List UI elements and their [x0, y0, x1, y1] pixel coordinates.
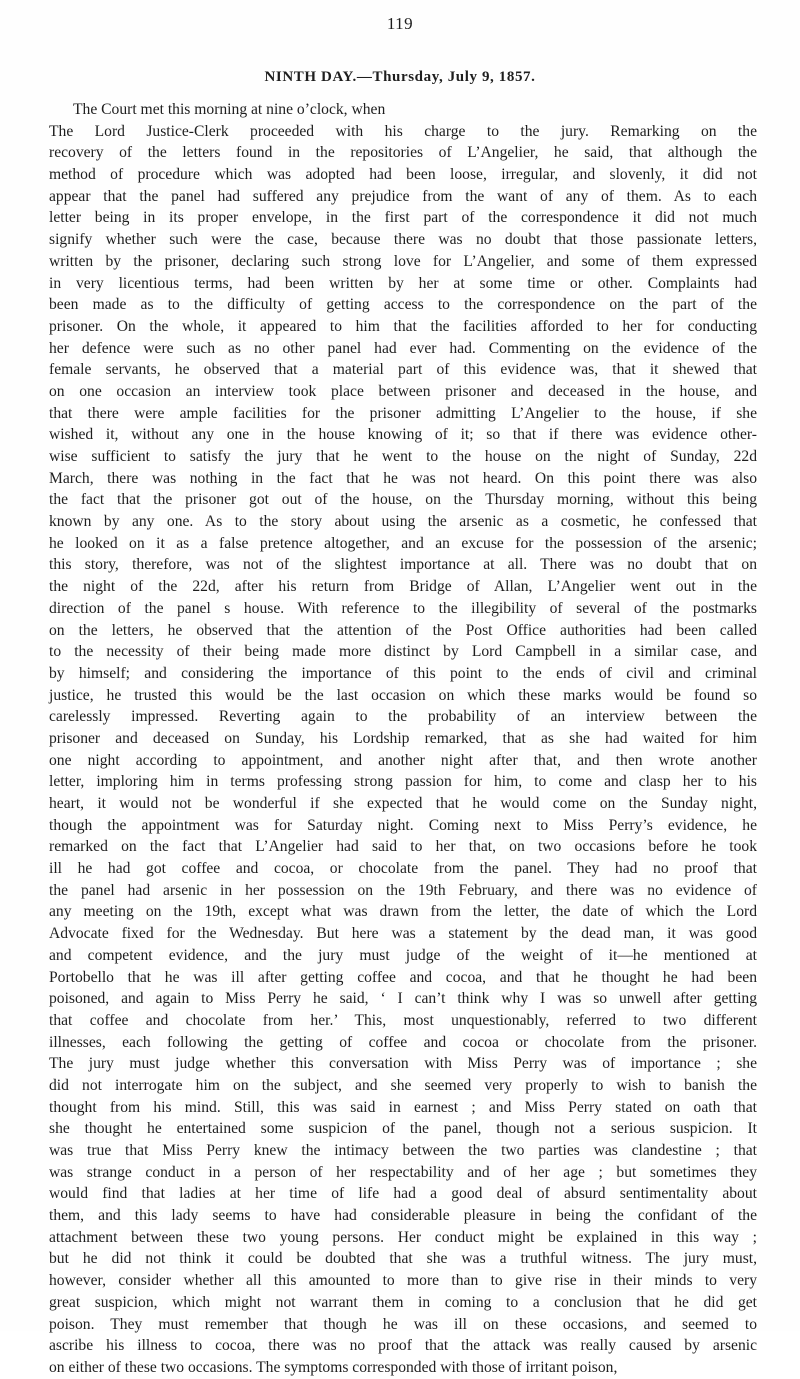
text-line: justice, he trusted this would be the last occasion on which these marks would be found so: [49, 686, 757, 704]
text-line: any meeting on the 19th, except what was drawn from the letter, the date of which the Lord: [49, 903, 757, 921]
text-line: The Court met this morning at nine o’clock, when: [73, 101, 386, 118]
text-line: in very licentious terms, had been written by her at some time or other. Complaints had: [49, 274, 757, 292]
text-line: was true that Miss Perry knew the intimacy between the two parties was clandestine ; that: [49, 1142, 757, 1159]
text-line: the fact that the prisoner got out of the house, on the Thursday morning, without this being: [49, 491, 757, 509]
text-line: them, and this lady seems to have had considerable pleasure in being the confidant of the: [49, 1207, 757, 1225]
text-line: on either of these two occasions. The symptoms corresponded with those of irritant poison,: [49, 1358, 618, 1376]
text-line: written by the prisoner, declaring such strong love for L’Angelier, and some of them expressed: [49, 252, 757, 270]
text-line: that there were ample facilities for the prisoner admitting L’Angelier to the house, if she: [49, 404, 757, 422]
text-line: one night according to appointment, and another night after that, and then wrote another: [49, 751, 757, 769]
text-line: on the letters, he observed that the attention of the Post Office authorities had been called: [49, 621, 757, 639]
text-line: Portobello that he was ill after getting coffee and cocoa, and that he thought he had been: [49, 968, 757, 986]
text-line: appear that the panel had suffered any prejudice from the want of any of them. As to each: [49, 187, 757, 205]
text-line: the night of the 22d, after his return from Bridge of Allan, L’Angelier went out in the: [49, 578, 757, 596]
text-line: direction of the panel s house. With reference to the illegibility of several of the postmarks: [49, 599, 757, 617]
text-line: this story, therefore, was not of the slightest importance at all. There was no doubt that on: [49, 556, 757, 574]
text-line: great suspicion, which might not warrant them in coming to a conclusion that he did get: [49, 1293, 757, 1311]
text-line: signify whether such were the case, because there was no doubt that those passionate letters,: [49, 231, 757, 249]
text-line: prisoner and deceased on Sunday, his Lordship remarked, that as she had waited for him: [49, 729, 757, 747]
page-number: 119: [386, 14, 414, 33]
text-line: letter, imploring him in terms professing strong passion for him, to come and clasp her to his: [49, 773, 757, 791]
text-line: would find that ladies at her time of life had a good deal of absurd sentimentality about: [49, 1185, 757, 1203]
body-text: [49, 99, 757, 1379]
text-line: poisoned, and again to Miss Perry he said, ‘ I can’t think why I was so unwell after getting: [49, 990, 757, 1008]
text-line: though the appointment was for Saturday night. Coming next to Miss Perry’s evidence, he: [49, 816, 757, 834]
text-line: The jury must judge whether this conversation with Miss Perry was of importance ; she: [49, 1055, 757, 1073]
text-line: he looked on it as a false pretence altogether, and an excuse for the possession of the arsenic;: [49, 534, 757, 552]
text-line: The Lord Justice-Clerk proceeded with his charge to the jury. Remarking on the: [49, 122, 757, 140]
text-line: on one occasion an interview took place between prisoner and deceased in the house, and: [49, 382, 757, 400]
text-line: remarked on the fact that L’Angelier had said to her that, on two occasions before he took: [49, 838, 757, 856]
text-line: the panel had arsenic in her possession on the 19th February, and there was no evidence of: [49, 881, 757, 899]
text-line: carelessly impressed. Reverting again to the probability of an interview between the: [49, 708, 757, 726]
text-line: and competent evidence, and the jury must judge of the weight of it—he mentioned at: [49, 946, 757, 964]
text-line: illnesses, each following the getting of coffee and cocoa or chocolate from the prisoner.: [49, 1033, 757, 1051]
text-line: thought from his mind. Still, this was said in earnest ; and Miss Perry stated on oath that: [49, 1098, 757, 1116]
text-line: but he did not think it could be doubted that she was a truthful witness. The jury must,: [49, 1250, 757, 1268]
text-line: was strange conduct in a person of her respectability and of her age ; but sometimes they: [49, 1163, 757, 1181]
text-line: Advocate fixed for the Wednesday. But here was a statement by the dead man, it was good: [49, 925, 757, 943]
page-heading: NINTH DAY.—Thursday, July 9, 1857.: [264, 69, 536, 85]
text-line: recovery of the letters found in the repositories of L’Angelier, he said, that although the: [49, 144, 757, 162]
text-line: that coffee and chocolate from her.’ This, most unquestionably, referred to two different: [49, 1011, 757, 1029]
text-line: wished it, without any one in the house knowing of it; so that if there was evidence other-: [49, 426, 757, 444]
text-line: known by any one. As to the story about using the arsenic as a cosmetic, he confessed that: [49, 513, 757, 531]
text-line: she thought he entertained some suspicion of the panel, though not a serious suspicion. It: [49, 1120, 757, 1138]
text-line: by himself; and considering the importance of this point to the ends of civil and criminal: [49, 664, 757, 682]
text-line: wise sufficient to satisfy the jury that he went to the house on the night of Sunday, 22d: [49, 448, 757, 465]
text-line: ill he had got coffee and cocoa, or chocolate from the panel. They had no proof that: [49, 860, 757, 878]
text-line: prisoner. On the whole, it appeared to him that the facilities afforded to her for conducting: [49, 317, 757, 335]
text-line: method of procedure which was adopted had been loose, irregular, and slovenly, it did not: [49, 166, 757, 184]
text-line: to the necessity of their being made more distinct by Lord Campbell in a similar case, and: [49, 643, 757, 661]
text-line: poison. They must remember that though he was ill on these occasions, and seemed to: [49, 1315, 757, 1333]
text-line: her defence were such as no other panel had ever had. Commenting on the evidence of the: [49, 339, 757, 357]
text-line: did not interrogate him on the subject, and she seemed very properly to wish to banish the: [49, 1076, 757, 1094]
text-line: March, there was nothing in the fact that he was not heard. On this point there was also: [49, 469, 757, 487]
text-line: been made as to the difficulty of getting access to the correspondence on the part of the: [49, 296, 757, 314]
text-line: heart, it would not be wonderful if she expected that he would come on the Sunday night,: [49, 795, 757, 812]
text-line: female servants, he observed that a material part of this evidence was, that it shewed that: [49, 361, 757, 379]
text-line: ascribe his illness to cocoa, there was no proof that the attack was really caused by arsenic: [49, 1337, 757, 1355]
text-line: however, consider whether all this amounted to more than to give rise in their minds to very: [49, 1272, 757, 1290]
text-line: attachment between these two young persons. Her conduct might be explained in this way ;: [49, 1228, 757, 1246]
text-line: letter being in its proper envelope, in the first part of the correspondence it did not much: [49, 209, 757, 227]
